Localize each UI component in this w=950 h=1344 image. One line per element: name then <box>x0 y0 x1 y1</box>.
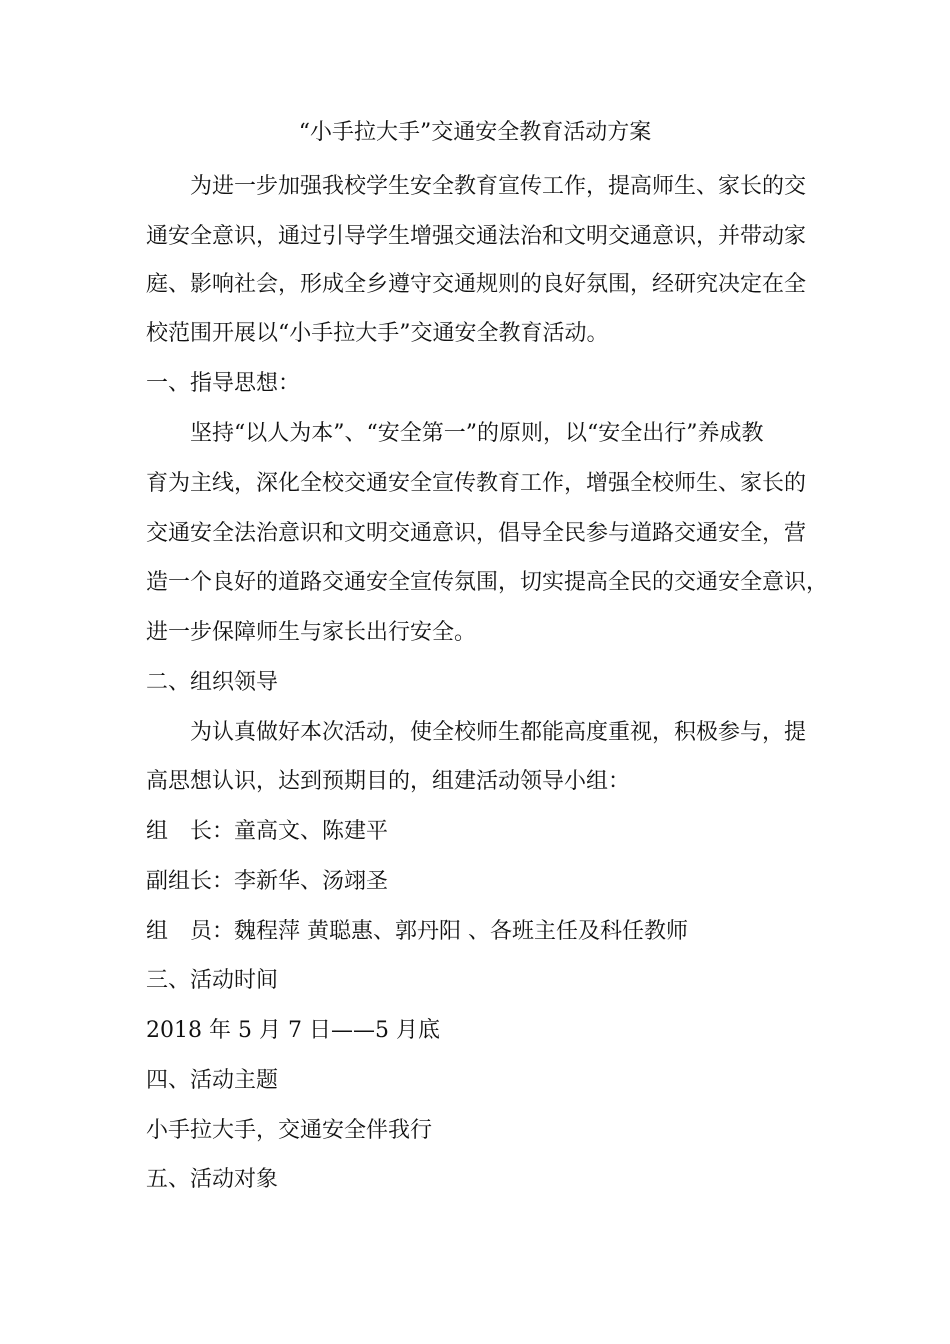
intro-line-4: 校范围开展以“小手拉大手”交通安全教育活动。 <box>146 321 609 346</box>
organization-line-1: 为认真做好本次活动，使全校师生都能高度重视，积极参与，提 <box>190 720 807 745</box>
intro-line-2: 通安全意识，通过引导学生增强交通法治和文明交通意识，并带动家 <box>146 224 807 249</box>
team-members: 组 员：魏程萍 黄聪惠、郭丹阳 、各班主任及科任教师 <box>146 919 688 944</box>
guiding-line-1: 坚持“以人为本”、“安全第一”的原则，以“安全出行”养成教 <box>190 421 764 446</box>
guiding-line-2: 育为主线，深化全校交通安全宣传教育工作，增强全校师生、家长的 <box>146 471 807 496</box>
guiding-line-3: 交通安全法治意识和文明交通意识，倡导全民参与道路交通安全，营 <box>146 521 807 546</box>
section-heading-theme: 四、活动主题 <box>146 1068 279 1093</box>
section-heading-target: 五、活动对象 <box>146 1167 279 1192</box>
team-deputy: 副组长：李新华、汤翊圣 <box>146 869 389 894</box>
activity-theme: 小手拉大手，交通安全伴我行 <box>146 1118 433 1143</box>
organization-line-2: 高思想认识，达到预期目的，组建活动领导小组： <box>146 769 631 794</box>
guiding-line-4: 造一个良好的道路交通安全宣传氛围，切实提高全民的交通安全意识， <box>146 570 829 595</box>
section-heading-guiding: 一、指导思想： <box>146 371 301 396</box>
intro-line-3: 庭、影响社会，形成全乡遵守交通规则的良好氛围，经研究决定在全 <box>146 272 807 297</box>
intro-line-1: 为进一步加强我校学生安全教育宣传工作，提高师生、家长的交 <box>190 174 807 199</box>
team-leader: 组 长：童高文、陈建平 <box>146 819 389 844</box>
section-heading-organization: 二、组织领导 <box>146 670 279 695</box>
document-title: “小手拉大手”交通安全教育活动方案 <box>298 120 652 145</box>
guiding-line-5: 进一步保障师生与家长出行安全。 <box>146 620 477 645</box>
section-heading-time: 三、活动时间 <box>146 968 279 993</box>
activity-time: 2018 年 5 月 7 日——5 月底 <box>146 1018 440 1043</box>
